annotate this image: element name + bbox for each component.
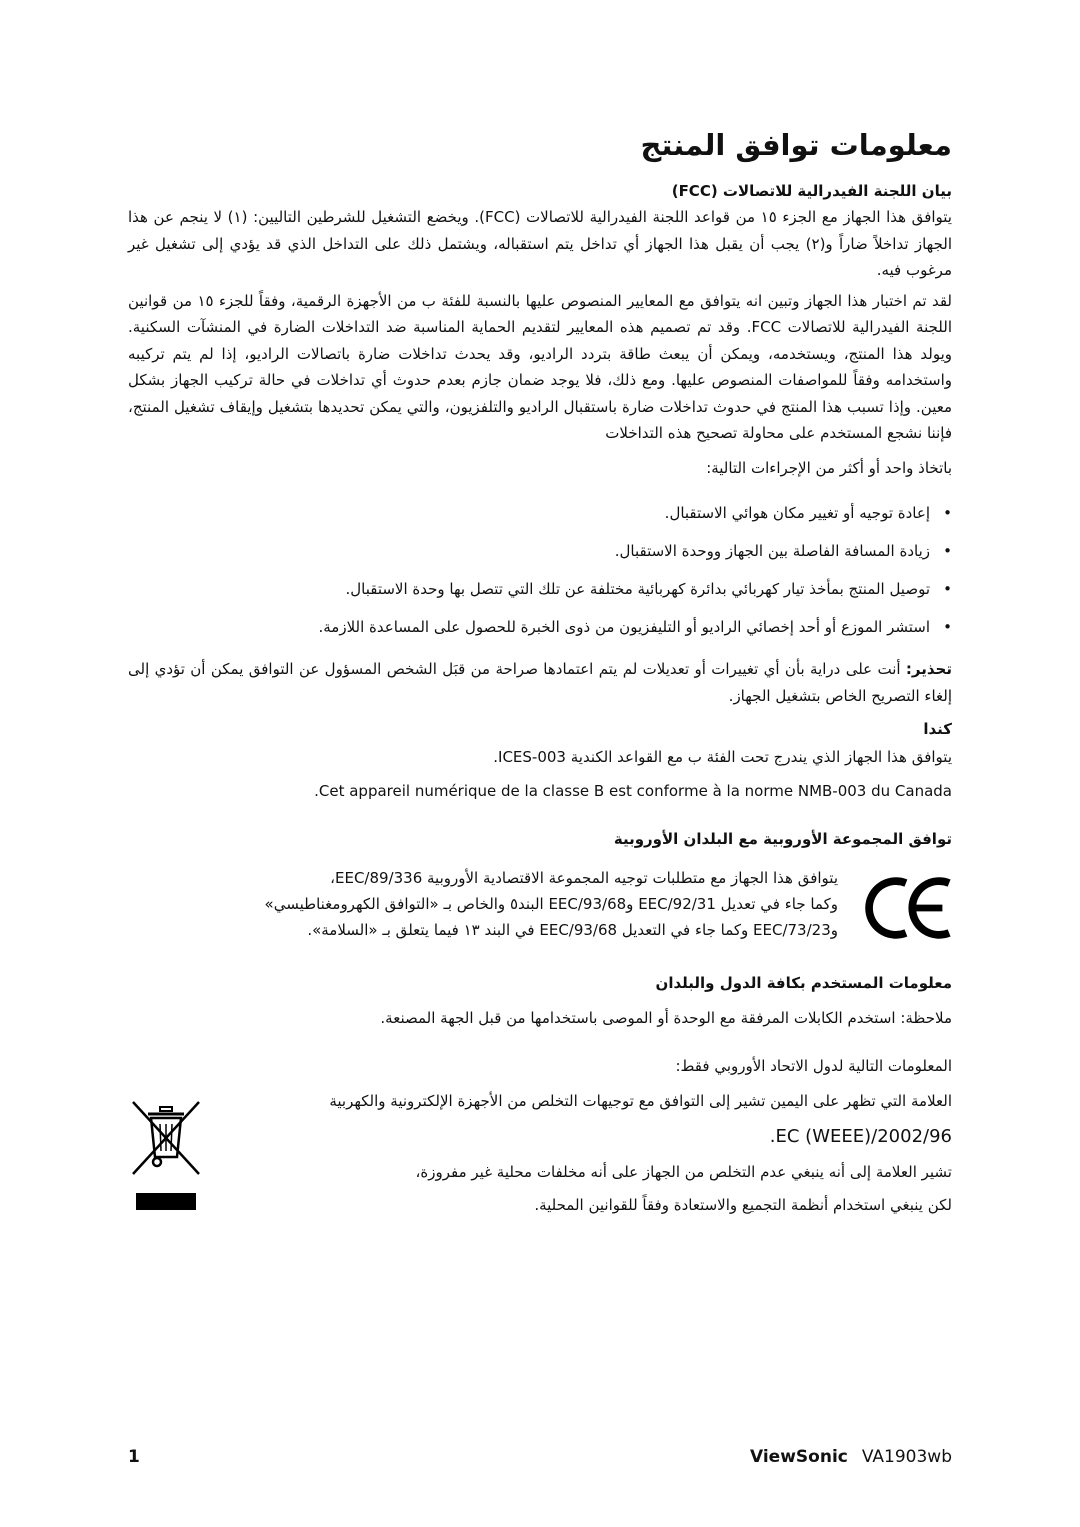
ce-line: وكما جاء في تعديل EEC/92/31 وEEC/93/68 البند٥ والخاص بـ «التوافق الكهرومغناطيسي» xyxy=(264,895,838,913)
list-item xyxy=(128,614,952,640)
fcc-measures-list xyxy=(128,500,952,640)
measure-text: زيادة المسافة الفاصلة بين الجهاز ووحدة الاستقبال. xyxy=(614,542,930,560)
bullet-icon: • xyxy=(943,542,952,560)
weee-text xyxy=(212,1085,952,1222)
measure-text: استشر الموزع أو أحد إخصائي الراديو أو التليفزيون من ذوى الخبرة للحصول على المساعدة اللازمة. xyxy=(318,618,930,636)
fcc-compliance-paragraph: يتوافق هذا الجهاز مع الجزء ١٥ من قواعد اللجنة الفيدرالية للاتصالات (FCC). ويخضع التشغيل للشرطين التاليين: (١) لا ينجم عن هذا الجهاز تداخلاً ضاراً و(٢) يجب أن يقبل هذا الجهاز أي تداخل يتم استقباله، ويشتمل ذلك على التداخل الذي قد يؤدي إلى تشغيل غير مرغوب فيه. xyxy=(128,208,952,279)
ce-mark-icon xyxy=(856,873,952,943)
fcc-statement-heading: بيان اللجنة الفيدرالية للاتصالات (FCC) xyxy=(671,182,952,200)
fcc-testing-paragraph: لقد تم اختبار هذا الجهاز وتبين انه يتوافق مع المعايير المنصوص عليها بالنسبة للفئة ب من الأجهزة الرقمية، وفقاً للجزء ١٥ من قوانين اللجنة الفيدرالية للاتصالات FCC. وقد تم تصميم هذه المعايير لتقديم الحماية المناسبة ضد التداخلات الضارة في المنشآت السكنية. ويولد هذا المنتج، ويستخدمه، ويمكن أن يبعث طاقة بتردد الراديو، وقد يحدث تداخلات ضارة باتصالات الراديو، إذا لم يتم تركيبه واستخدامه وفقاً للمواصفات المنصوص عليها. ومع ذلك، فلا يوجد ضمان جازم بعدم حدوث أي تداخلات في حالة تركيب الجهاز بشكل معين. وإذا تسبب هذا المنتج في حدوث تداخلات ضارة باستقبال الراديو والتلفزيون، والتي يمكن تحديدها بتشغيل وإيقاف تشغيل المنتج، فإننا نشجع المستخدم على محاولة تصحيح هذه التداخلات xyxy=(128,291,953,442)
cable-note: ملاحظة: استخدم الكابلات المرفقة مع الوحدة أو الموصى باستخدامها من قبل الجهة المصنعة. xyxy=(380,1009,952,1027)
list-item xyxy=(128,500,952,526)
bullet-icon: • xyxy=(943,504,952,522)
weee-block xyxy=(128,1085,952,1222)
canada-heading: كندا xyxy=(923,720,952,738)
ce-compliance-block xyxy=(128,865,952,943)
warning-text: أنت على دراية بأن أي تغييرات أو تعديلات لم يتم اعتمادها صراحة من قبَل الشخص المسؤول عن التوافق يمكن أن تؤدي إلى إلغاء التصريح الخاص بتشغيل الجهاز. xyxy=(128,660,952,705)
bullet-icon: • xyxy=(943,618,952,636)
weee-symbol xyxy=(128,1099,202,1210)
weee-line: العلامة التي تظهر على اليمين تشير إلى التوافق مع توجيهات التخلص من الأجهزة الإلكترونية والكهربية xyxy=(329,1092,952,1110)
ce-line: يتوافق هذا الجهاز مع متطلبات توجيه المجموعة الاقتصادية الأوروبية EEC/89/336، xyxy=(330,869,838,887)
warning-label: تحذير: xyxy=(905,660,952,678)
eu-only-intro: المعلومات التالية لدول الاتحاد الأوروبي فقط: xyxy=(675,1056,952,1075)
page-footer xyxy=(128,1444,952,1470)
ce-compliance-text xyxy=(128,865,838,943)
measure-text: توصيل المنتج بمأخذ تيار كهربائي بدائرة كهربائية مختلفة عن تلك التي تتصل بها وحدة الاستقبال. xyxy=(345,580,930,598)
ce-line: وEEC/73/23 وكما جاء في التعديل EEC/93/68 في البند ١٣ فيما يتعلق بـ «السلامة». xyxy=(307,921,838,939)
model-name: VA1903wb xyxy=(861,1447,952,1467)
brand-name: ViewSonic xyxy=(750,1447,848,1467)
page-title: معلومات توافق المنتج xyxy=(640,128,952,162)
canada-ices-statement: يتوافق هذا الجهاز الذي يندرج تحت الفئة ب مع القواعد الكندية ICES-003. xyxy=(493,748,952,766)
footer-model-info xyxy=(750,1444,952,1470)
crossed-bin-icon xyxy=(130,1099,202,1177)
weee-directive: 2002/96/EC (WEEE). xyxy=(769,1126,952,1147)
fcc-measures-intro: باتخاذ واحد أو أكثر من الإجراءات التالية: xyxy=(706,458,952,477)
list-item xyxy=(128,538,952,564)
bullet-icon: • xyxy=(943,580,952,598)
eu-compliance-heading: توافق المجموعة الأوروبية مع البلدان الأوروبية xyxy=(613,830,952,848)
page-number: 1 xyxy=(128,1447,140,1467)
page-content xyxy=(128,126,952,1222)
user-info-heading: معلومات المستخدم بكافة الدول والبلدان xyxy=(655,974,952,992)
fcc-warning-paragraph xyxy=(128,656,952,709)
measure-text: إعادة توجيه أو تغيير مكان هوائي الاستقبال. xyxy=(664,504,930,522)
weee-line: تشير العلامة إلى أنه ينبغي عدم التخلص من الجهاز على أنه مخلفات محلية غير مفروزة، xyxy=(415,1163,952,1181)
list-item xyxy=(128,576,952,602)
canada-french-statement: Cet appareil numérique de la classe B est conforme à la norme NMB-003 du Canada. xyxy=(314,781,952,800)
weee-black-bar xyxy=(136,1193,196,1210)
weee-line: لكن ينبغي استخدام أنظمة التجميع والاستعادة وفقاً للقوانين المحلية. xyxy=(534,1196,952,1214)
